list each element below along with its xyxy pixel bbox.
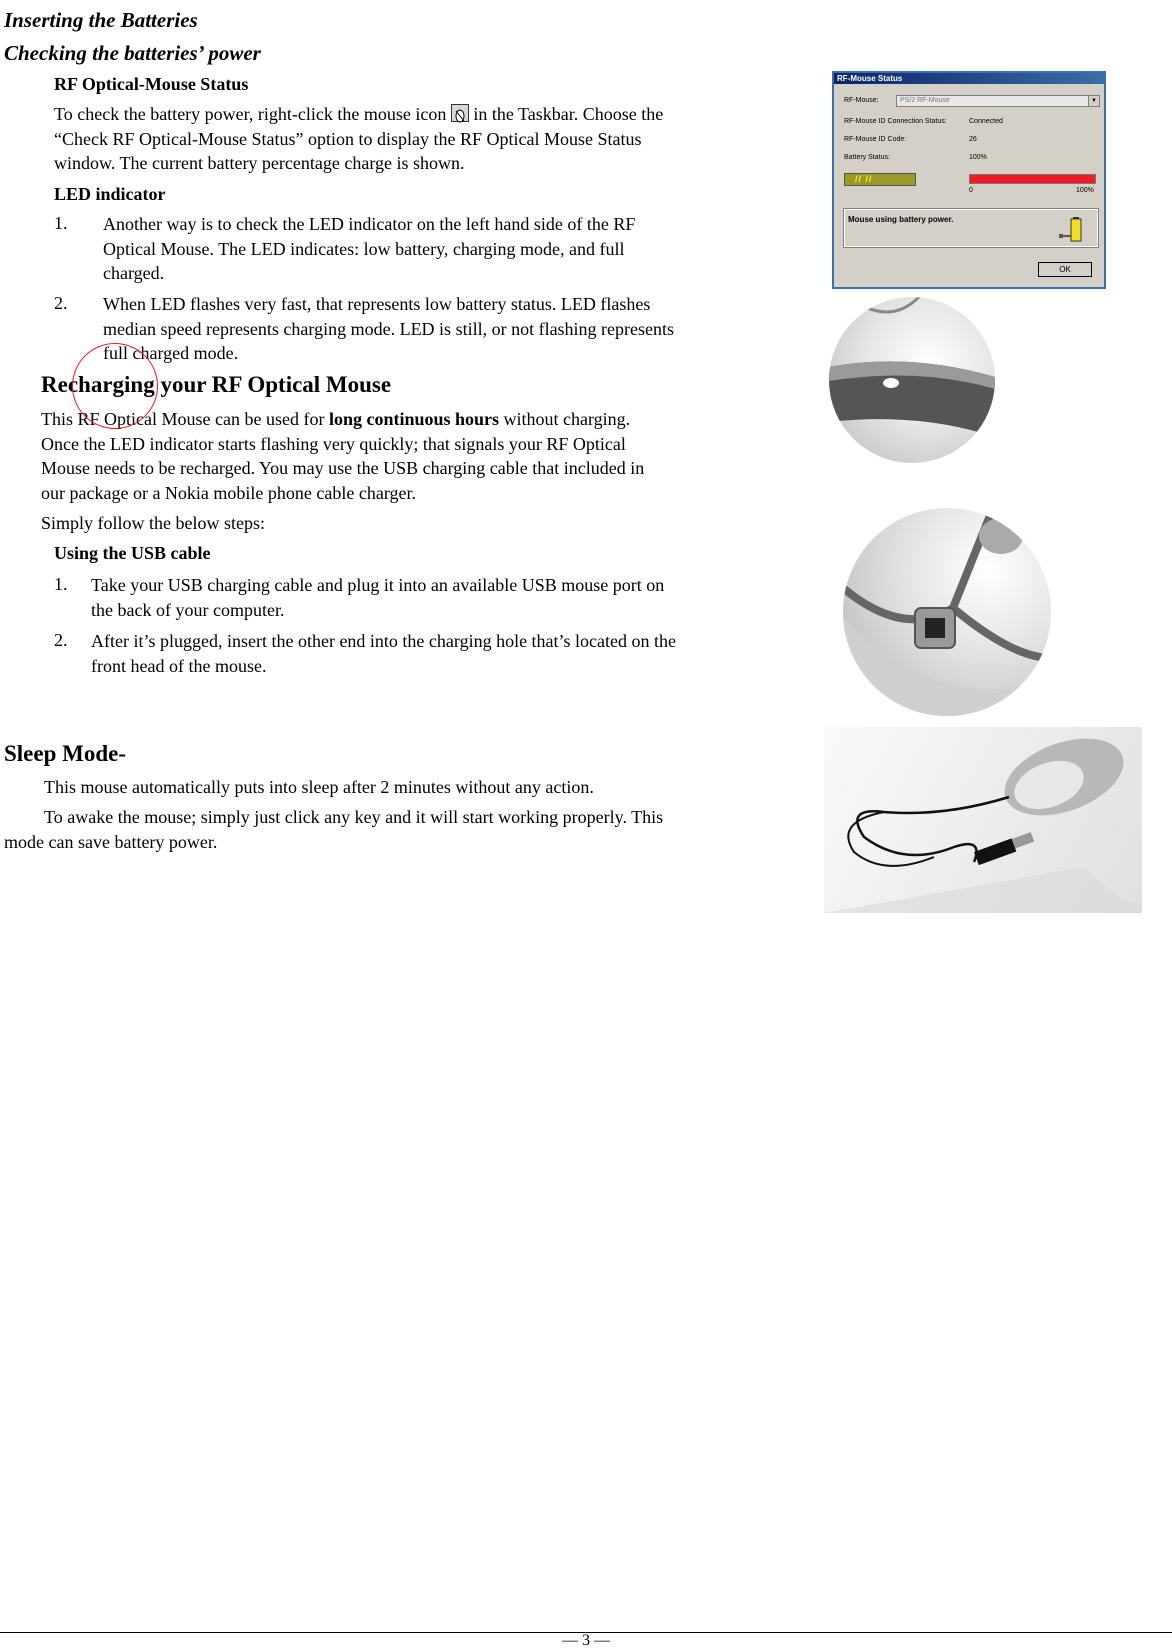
usb-item-1-line-1: Take your USB charging cable and plug it into an available USB mouse port on (91, 575, 665, 595)
recharge-paragraph (41, 407, 801, 505)
annotation-circle (72, 343, 158, 429)
ok-button[interactable]: OK (1038, 262, 1092, 277)
battery-plug-icon (1059, 214, 1089, 246)
led-item-2-text (103, 292, 803, 366)
led-item-2-line-1: When LED flashes very fast, that represents low battery status. LED flashes (103, 294, 651, 314)
mouse-tray-icon (451, 104, 469, 122)
recharge-line-4: our package or a Nokia mobile phone cable charger. (41, 482, 417, 503)
connection-status-value: Connected (969, 118, 1003, 125)
recharge-bold-phrase: long continuous hours (328, 409, 500, 429)
page-number: — 3 — (562, 1632, 610, 1649)
usb-item-2-line-2: front head of the mouse. (91, 655, 267, 676)
rf-mouse-status-dialog (832, 71, 1106, 289)
recharge-line-1b: without charging. (503, 409, 631, 429)
rf-status-line-1b: in the Taskbar. Choose the (473, 104, 664, 124)
led-item-1-text (103, 212, 803, 286)
battery-level-bar (969, 174, 1096, 184)
heading-led-indicator: LED indicator (54, 184, 166, 204)
led-item-2-line-2: median speed represents charging mode. LED is still, or not flashing represents (103, 318, 675, 339)
sleep-line-3: mode can save battery power. (4, 832, 218, 852)
rf-mouse-select-value: PS/2 RF-Mouse (900, 97, 950, 104)
led-item-1-number: 1. (54, 213, 68, 233)
led-item-1-line-1: Another way is to check the LED indicator on the left hand side of the RF (103, 214, 636, 234)
dialog-title: RF-Mouse Status (834, 73, 1104, 84)
led-item-1-line-2: Optical Mouse. The LED indicates: low battery, charging mode, and full (103, 238, 625, 259)
sleep-line-2: To awake the mouse; simply just click any key and it will start working properly. This (44, 807, 664, 827)
led-item-1-line-3: charged. (103, 263, 165, 283)
led-closeup-photo (829, 297, 995, 463)
rf-mouse-select[interactable] (896, 95, 1100, 107)
bar-min-label: 0 (969, 187, 973, 194)
usb-item-2-number: 2. (54, 630, 68, 650)
battery-charge-indicator: // // (844, 173, 916, 186)
id-code-value: 26 (969, 136, 977, 143)
usb-item-2-line-1: After it’s plugged, insert the other end into the charging hole that’s located on the (91, 631, 677, 651)
usb-item-1-line-2: the back of your computer. (91, 599, 285, 620)
battery-status-label: Battery Status: (844, 154, 890, 161)
heading-checking-power: Checking the batteries’ power (4, 41, 261, 65)
heading-usb-cable: Using the USB cable (54, 543, 211, 563)
mouse-with-cable-photo (824, 727, 1142, 913)
charging-hole-photo (843, 508, 1051, 716)
rf-status-line-1a: To check the battery power, right-click the mouse icon (54, 104, 447, 124)
sleep-line-1: This mouse automatically puts into sleep after 2 minutes without any action. (44, 777, 594, 797)
usb-item-1-text (91, 573, 791, 622)
usb-item-1-number: 1. (54, 574, 68, 594)
rf-status-line-3: window. The current battery percentage charge is shown. (54, 153, 465, 173)
rf-status-line-2: “Check RF Optical-Mouse Status” option to display the RF Optical Mouse Status (54, 128, 642, 149)
led-item-2-line-3: full charged mode. (103, 343, 239, 363)
heading-inserting-batteries: Inserting the Batteries (4, 8, 198, 32)
id-code-label: RF-Mouse ID Code: (844, 136, 907, 143)
led-item-2-number: 2. (54, 293, 68, 313)
recharge-line-1a: This RF Optical Mouse can be used for (41, 409, 325, 429)
recharge-line-3: Mouse needs to be recharged. You may use the USB charging cable that included in (41, 458, 645, 478)
battery-status-value: 100% (969, 154, 987, 161)
usb-item-2-text (91, 629, 791, 678)
chevron-down-icon[interactable]: ▼ (1088, 96, 1099, 106)
rf-mouse-label: RF-Mouse: (844, 97, 879, 104)
heading-recharging: Recharging your RF Optical Mouse (41, 372, 392, 397)
bar-max-label: 100% (1076, 187, 1094, 194)
follow-steps-text: Simply follow the below steps: (41, 513, 265, 533)
heading-rf-status: RF Optical-Mouse Status (54, 74, 249, 94)
connection-status-label: RF-Mouse ID Connection Status: (844, 118, 947, 125)
recharge-line-2: Once the LED indicator starts flashing very quickly; that signals your RF Optical (41, 433, 626, 454)
battery-message: Mouse using battery power. (848, 215, 954, 224)
heading-sleep-mode: Sleep Mode- (4, 741, 127, 766)
rf-status-paragraph (54, 102, 794, 176)
